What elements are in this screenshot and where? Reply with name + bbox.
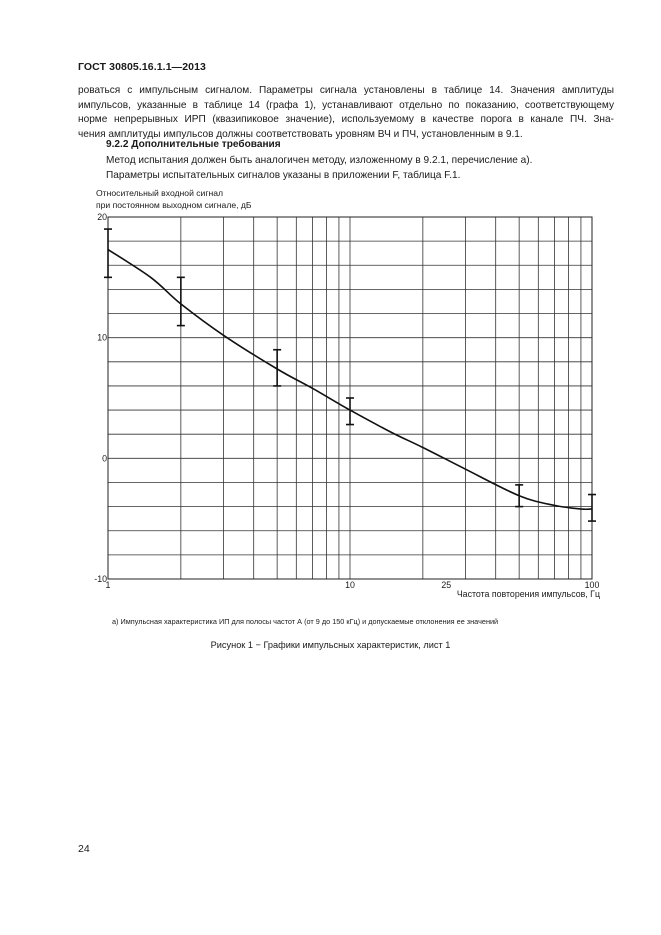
x-axis-label: Частота повторения импульсов, Гц [456, 589, 600, 599]
y-axis-label-line-2: при постоянном выходном сигнале, дБ [96, 200, 252, 210]
figure-subcaption: а) Импульсная характеристика ИП для полосы частот А (от 9 до 150 кГц) и допускаемые отклонения ее значений [112, 617, 499, 626]
tolerance-bar [588, 495, 596, 522]
x-tick-label: 1 [105, 580, 111, 590]
y-tick-label: 0 [102, 453, 107, 464]
paragraph-line: чения амплитуды импульсов должны соответствовать уровням ВЧ и ПЧ, установленным в 9.1. [78, 128, 523, 140]
section-text-2: Параметры испытательных сигналов указаны в приложении F, таблица F.1. [106, 170, 461, 181]
document-header: ГОСТ 30805.16.1.1—2013 [78, 61, 206, 73]
paragraph-line: роваться с импульсным сигналом. Параметры сигнала установлены в таблице 14. Значения амплитуды [78, 85, 614, 96]
x-tick-label: 25 [441, 580, 452, 590]
chart-tick-labels [94, 212, 599, 590]
y-tick-label: 20 [97, 212, 107, 222]
page-number: 24 [78, 843, 90, 855]
section-text-1: Метод испытания должен быть аналогичен методу, изложенному в 9.2.1, перечисление а). [106, 155, 533, 166]
y-tick-label: -10 [94, 574, 107, 584]
y-axis-label-line-1: Относительный входной сигнал [96, 188, 224, 198]
section-title: 9.2.2 Дополнительные требования [106, 139, 281, 150]
paragraph-line: импульсов, указанные в таблице 14 (графа 1), устанавливают отдельно по показанию, соответствующему [78, 99, 614, 111]
x-tick-label: 100 [584, 580, 600, 590]
paragraph-line: норме непрерывных ИРП (квазипиковое значение), используемому в качестве порога в канале ПЧ. Зна- [78, 114, 614, 125]
tolerance-bar [104, 229, 112, 277]
y-tick-label: 10 [97, 332, 107, 343]
tolerance-bar [515, 485, 523, 507]
figure-caption: Рисунок 1 − Графики импульсных характеристик, лист 1 [210, 640, 451, 650]
x-tick-label: 10 [345, 580, 355, 590]
